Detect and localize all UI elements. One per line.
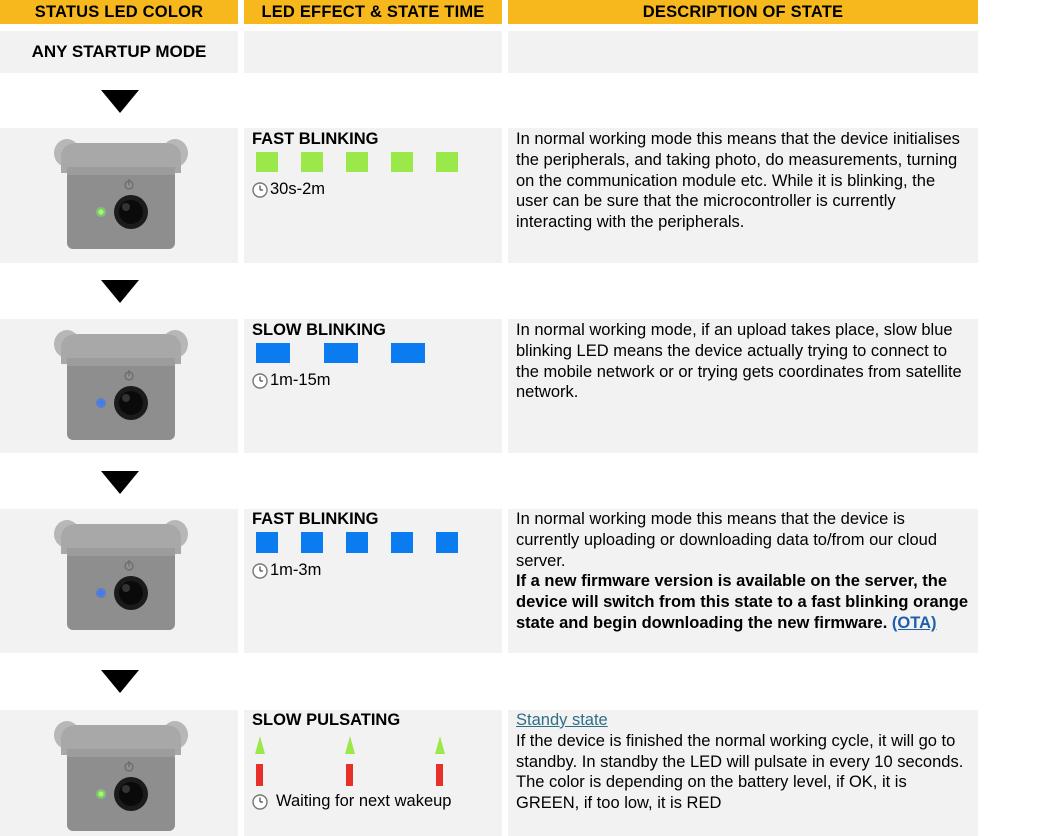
down-arrow-icon <box>101 670 139 693</box>
device-image-green-led <box>0 710 238 836</box>
row3-effect-title: FAST BLINKING <box>252 510 379 528</box>
led-blink-square <box>391 532 413 553</box>
row4-description <box>508 710 978 836</box>
down-arrow-icon <box>101 471 139 494</box>
row1-description-text: In normal working mode this means that the device initialises the peripherals, and taking photo, do measurements, turning on the communication module etc. While it is blinking, the user can be sure that the microcontroller is currently interacting with the peripherals. <box>516 130 960 232</box>
row1-description <box>508 128 978 263</box>
row1-effect-cell <box>244 128 502 263</box>
row3-description-text: In normal working mode this means that the device is currently uploading or downloading data to/from our cloud server. <box>516 510 938 570</box>
header-status-led-color: STATUS LED COLOR <box>0 0 238 24</box>
device-image-blue-led <box>0 319 238 453</box>
down-arrow-icon <box>101 90 139 113</box>
clock-icon <box>252 182 268 198</box>
led-blink-square <box>324 343 358 363</box>
row1-time-text: 30s-2m <box>270 180 326 198</box>
led-blink-square <box>301 152 323 172</box>
row3-time <box>252 561 321 580</box>
row3-effect-cell <box>244 509 502 653</box>
row4-time <box>252 792 451 811</box>
row2-description <box>508 319 978 453</box>
header-led-effect: LED EFFECT & STATE TIME <box>244 0 502 24</box>
clock-icon <box>252 373 268 389</box>
row4-effect-title: SLOW PULSATING <box>252 711 401 729</box>
led-blink-square <box>391 343 425 363</box>
startup-effect-cell <box>244 31 502 73</box>
clock-icon <box>252 563 268 579</box>
row2-time <box>252 371 331 390</box>
device-image-blue-led <box>0 509 238 653</box>
standby-state-link[interactable]: Standy state <box>516 711 608 729</box>
row3-description <box>508 509 978 653</box>
row2-effect-cell <box>244 319 502 453</box>
led-blink-square <box>391 152 413 172</box>
led-blink-square <box>346 532 368 553</box>
led-blink-square <box>256 152 278 172</box>
row4-time-text: Waiting for next wakeup <box>276 792 452 810</box>
row4-description-text: If the device is finished the normal working cycle, it will go to standby. In standby the LED will pulsate in every 10 seconds. The color is depending on the battery level, if OK, it is GREEN, if too low, it is RED <box>516 731 964 813</box>
row3-time-text: 1m-3m <box>270 561 322 579</box>
device-image-green-led <box>0 128 238 263</box>
row2-time-text: 1m-15m <box>270 371 331 389</box>
row1-time <box>252 180 325 199</box>
pulse-indicator-icon <box>254 736 266 788</box>
pulse-indicator-icon <box>344 736 356 788</box>
ota-link[interactable]: (OTA) <box>891 613 937 632</box>
pulse-indicator-icon <box>434 736 446 788</box>
led-blink-square <box>256 532 278 553</box>
row2-description-text: In normal working mode, if an upload takes place, slow blue blinking LED means the device actually trying to connect to the mobile network or or trying gets coordinates from satellite network. <box>516 321 962 402</box>
startup-mode-label: ANY STARTUP MODE <box>0 31 238 73</box>
header-description: DESCRIPTION OF STATE <box>508 0 978 24</box>
clock-icon <box>252 794 268 810</box>
row4-effect-cell <box>244 710 502 836</box>
led-blink-square <box>436 532 458 553</box>
row2-effect-title: SLOW BLINKING <box>252 321 386 339</box>
row3-firmware-note: If a new firmware version is available on the server, the device will switch from this state to a fast blinking orange state and begin downloading the new firmware. <box>516 572 969 632</box>
down-arrow-icon <box>101 280 139 303</box>
led-blink-square <box>256 343 290 363</box>
led-blink-square <box>436 152 458 172</box>
row1-effect-title: FAST BLINKING <box>252 130 379 148</box>
led-blink-square <box>346 152 368 172</box>
led-blink-square <box>301 532 323 553</box>
startup-description-cell <box>508 31 978 73</box>
